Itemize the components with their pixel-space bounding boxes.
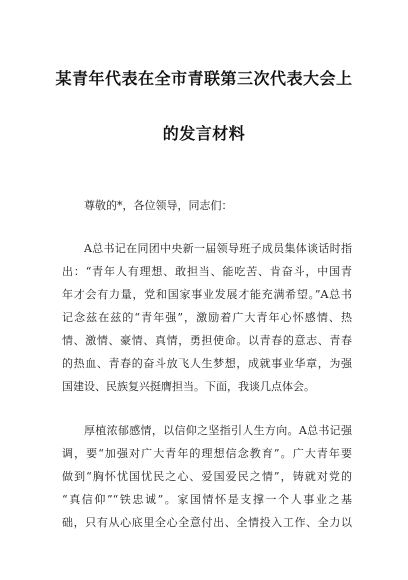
paragraph-line: 国建设、民族复兴挺膺担当。下面，我谈几点体会。: [62, 380, 315, 393]
paragraph-line: “真信仰”“铁忠诚”。家国情怀是支撑一个人事业之基: [62, 493, 352, 506]
salutation: 尊敬的*，各位领导，同志们：: [84, 199, 233, 212]
paragraph-line: 年才会有力量，党和国家事业发展才能充满希望。”A总书: [62, 288, 352, 301]
paragraph-line: A总书记在同团中央新一届领导班子成员集体谈话时指: [84, 242, 352, 255]
paragraph-line: 情、激情、豪情、真情，勇担使命。以青春的意志、青春: [62, 334, 352, 347]
paragraph-line: 厚植浓郁感情，以信仰之坚指引人生方向。A总书记强: [84, 424, 352, 437]
paragraph-line: 出：“青年人有理想、敢担当、能吃苦、肯奋斗，中国青: [62, 265, 352, 278]
document-title-line-1: 某青年代表在全市青联第三次代表大会上: [55, 69, 353, 88]
paragraph-line: 调，要“加强对广大青年的理想信念教育”。广大青年要: [62, 447, 352, 460]
paragraph-line: 的热血、青春的奋斗放飞人生梦想，成就事业华章，为强: [62, 357, 352, 370]
paragraph-line: 记念兹在兹的“青年强”，激励着广大青年心怀感情、热: [62, 311, 352, 324]
paragraph-line: 础，只有从心底里全心全意付出、全情投入工作、全力以: [62, 516, 352, 529]
document-title-line-2: 的发言材料: [162, 124, 246, 143]
paragraph-line: 做到“胸怀忧国忧民之心、爱国爱民之情”，铸就对党的: [62, 470, 352, 483]
